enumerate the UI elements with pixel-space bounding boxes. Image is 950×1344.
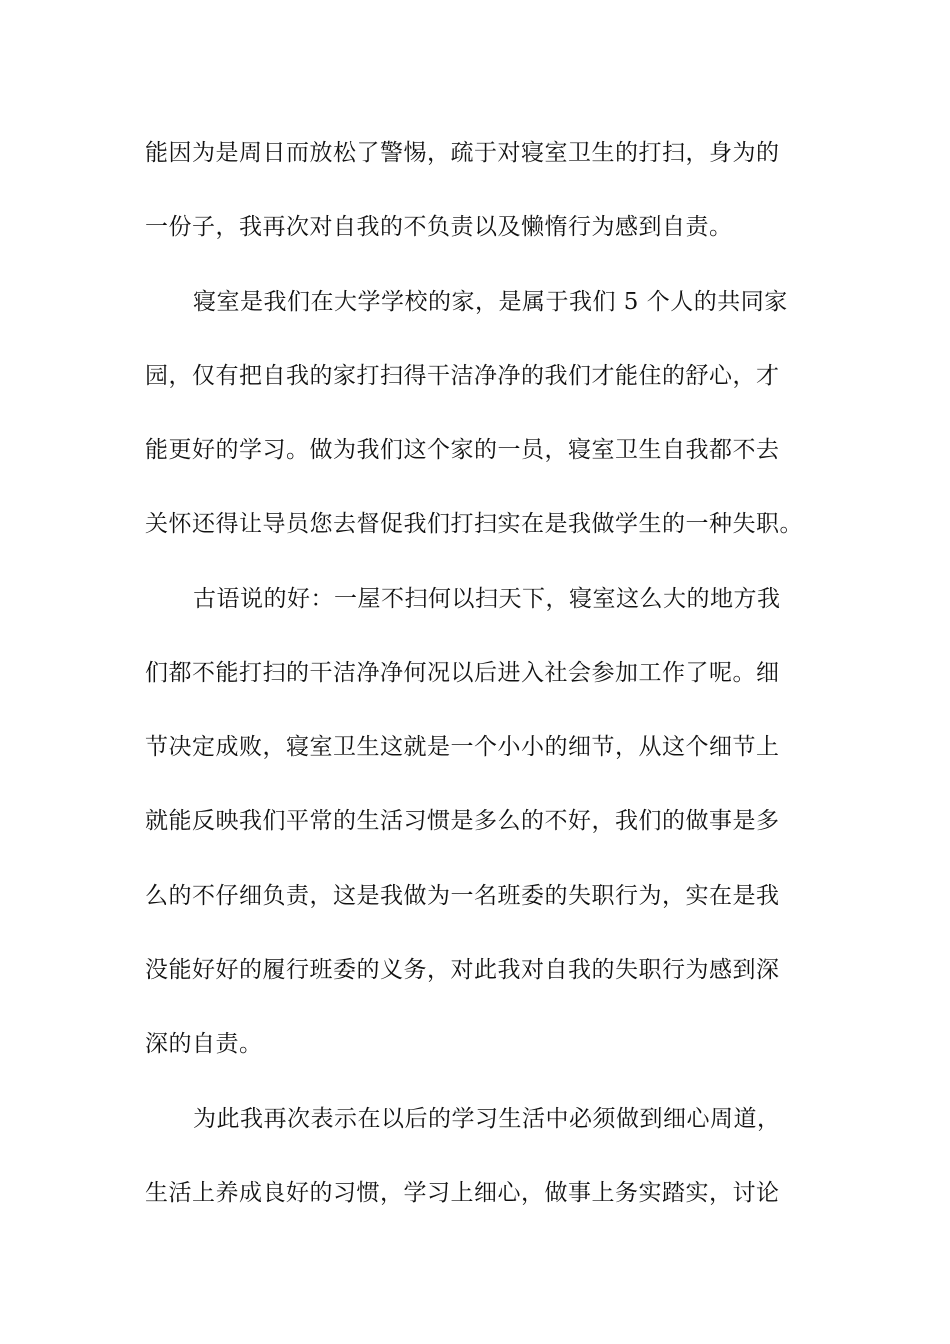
paragraph-first-line: 为此我再次表示在以后的学习生活中必须做到细心周道，: [193, 1106, 781, 1132]
text-line: 能因为是周日而放松了警惕，疏于对寝室卫生的打扫，身为的: [145, 140, 780, 166]
text-line: 园，仅有把自我的家打扫得干洁净净的我们才能住的舒心，才: [145, 363, 780, 389]
text-line: 们都不能打扫的干洁净净何况以后进入社会参加工作了呢。细: [145, 660, 780, 686]
text-line: 生活上养成良好的习惯，学习上细心，做事上务实踏实，讨论: [145, 1180, 780, 1206]
text-line: 就能反映我们平常的生活习惯是多么的不好，我们的做事是多: [145, 808, 780, 834]
paragraph-first-line: 寝室是我们在大学学校的家，是属于我们 5 个人的共同家: [193, 289, 788, 315]
text-line: 一份子，我再次对自我的不负责以及懒惰行为感到自责。: [145, 214, 733, 240]
text-line: 么的不仔细负责，这是我做为一名班委的失职行为，实在是我: [145, 883, 780, 909]
text-line: 关怀还得让导员您去督促我们打扫实在是我做学生的一种失职。: [145, 511, 803, 537]
text-line: 节决定成败，寝室卫生这就是一个小小的细节，从这个细节上: [145, 734, 780, 760]
text-line: 没能好好的履行班委的义务，对此我对自我的失职行为感到深: [145, 957, 780, 983]
text-line: 深的自责。: [145, 1031, 263, 1057]
paragraph-first-line: 古语说的好：一屋不扫何以扫天下，寝室这么大的地方我: [193, 586, 781, 612]
text-line: 能更好的学习。做为我们这个家的一员，寝室卫生自我都不去: [145, 437, 780, 463]
